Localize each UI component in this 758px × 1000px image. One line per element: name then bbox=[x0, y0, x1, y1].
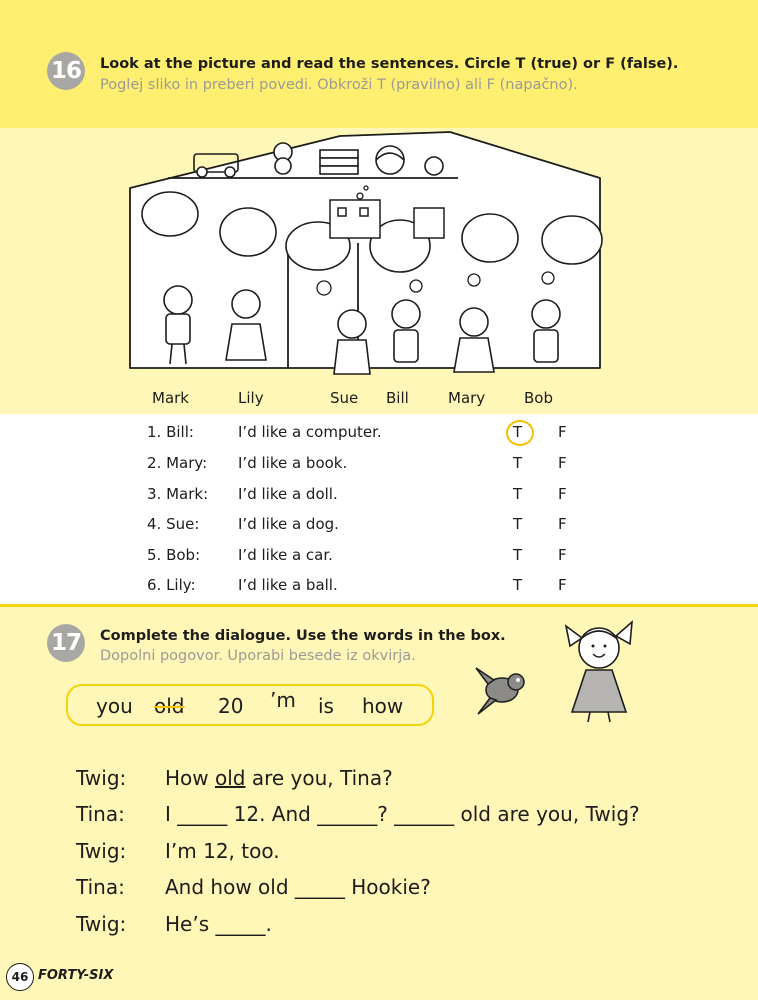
dialogue-text: I’m 12, too. bbox=[165, 839, 280, 863]
true-option[interactable]: T bbox=[513, 576, 523, 594]
child-lily-figure bbox=[226, 290, 266, 360]
child-name-lily: Lily bbox=[238, 389, 264, 407]
sentence-text: I’d like a computer. bbox=[238, 423, 382, 441]
exercise-17-number-badge: 17 bbox=[47, 624, 85, 662]
dialogue-text-pre: How bbox=[165, 766, 215, 790]
child-name-mary: Mary bbox=[448, 389, 486, 407]
true-option[interactable]: T bbox=[513, 515, 523, 533]
dialogue-text[interactable]: I _____ 12. And ______? ______ old are you, Twig? bbox=[165, 802, 640, 826]
child-name-bob: Bob bbox=[524, 389, 553, 407]
speaker-label: Tina: bbox=[76, 875, 125, 899]
speaker-label: Twig: bbox=[76, 912, 127, 936]
page-number-badge: 46 bbox=[6, 963, 34, 991]
child-name-bill: Bill bbox=[386, 389, 409, 407]
sentence-row bbox=[0, 515, 758, 541]
speaker-label: Twig: bbox=[76, 839, 127, 863]
speaker-label: Twig: bbox=[76, 766, 127, 790]
word-box bbox=[66, 684, 434, 726]
thought-cloud-doll bbox=[462, 214, 518, 262]
false-option[interactable]: F bbox=[558, 423, 567, 441]
true-option[interactable]: T bbox=[513, 485, 523, 503]
word-old: old bbox=[154, 694, 185, 718]
page-number-word: FORTY-SIX bbox=[38, 968, 114, 983]
children-wishes-illustration bbox=[128, 128, 608, 390]
false-option[interactable]: F bbox=[558, 485, 567, 503]
true-option[interactable]: T bbox=[513, 546, 523, 564]
word-is: is bbox=[318, 694, 334, 718]
word-20: 20 bbox=[218, 694, 244, 718]
sentence-label: 1. Bill: bbox=[147, 423, 194, 441]
sentence-label: 4. Sue: bbox=[147, 515, 200, 533]
word-you: you bbox=[96, 694, 133, 718]
sentence-text: I’d like a car. bbox=[238, 546, 333, 564]
sentence-row bbox=[0, 485, 758, 511]
child-name-sue: Sue bbox=[330, 389, 359, 407]
sentence-row bbox=[0, 576, 758, 602]
dialogue-text-post: are you, Tina? bbox=[245, 766, 393, 790]
speaker-label: Tina: bbox=[76, 802, 125, 826]
exercise-16-instruction-en: Look at the picture and read the sentences. Circle T (true) or F (false). bbox=[100, 56, 679, 72]
child-mary-figure bbox=[454, 308, 494, 372]
child-name-mark: Mark bbox=[152, 389, 189, 407]
sentence-text: I’d like a ball. bbox=[238, 576, 338, 594]
thought-cloud-car bbox=[542, 216, 602, 264]
exercise-17-instruction-en: Complete the dialogue. Use the words in the box. bbox=[100, 628, 506, 644]
example-answer: old bbox=[215, 766, 246, 790]
child-bob-figure bbox=[532, 300, 560, 362]
false-option[interactable]: F bbox=[558, 576, 567, 594]
true-option[interactable]: T bbox=[513, 454, 523, 472]
books-icon bbox=[320, 150, 358, 174]
sentence-text: I’d like a book. bbox=[238, 454, 348, 472]
sentence-label: 2. Mary: bbox=[147, 454, 208, 472]
true-option[interactable]: T bbox=[513, 423, 523, 441]
word-how: how bbox=[362, 694, 404, 718]
false-option[interactable]: F bbox=[558, 454, 567, 472]
sentence-label: 5. Bob: bbox=[147, 546, 201, 564]
dialogue-text[interactable]: He’s _____. bbox=[165, 912, 272, 936]
false-option[interactable]: F bbox=[558, 515, 567, 533]
sentence-label: 3. Mark: bbox=[147, 485, 209, 503]
dialogue-text[interactable]: And how old _____ Hookie? bbox=[165, 875, 431, 899]
exercise-16-number-badge: 16 bbox=[47, 52, 85, 90]
sentence-text: I’d like a doll. bbox=[238, 485, 338, 503]
false-option[interactable]: F bbox=[558, 546, 567, 564]
exercise-16-instruction-sl: Poglej sliko in preberi povedi. Obkroži T (pravilno) ali F (napačno). bbox=[100, 77, 578, 93]
true-false-sentence-list bbox=[0, 414, 758, 604]
teddy-bear-icon bbox=[274, 143, 292, 174]
sentence-row bbox=[0, 454, 758, 480]
sentence-row bbox=[0, 423, 758, 449]
bird-hookie-illustration bbox=[466, 654, 536, 724]
girl-tina-illustration bbox=[556, 614, 642, 724]
sentence-label: 6. Lily: bbox=[147, 576, 196, 594]
child-bill-figure bbox=[392, 300, 420, 362]
thought-cloud-dog bbox=[142, 192, 198, 236]
child-sue-figure bbox=[334, 310, 370, 374]
sentence-row bbox=[0, 546, 758, 572]
section-divider bbox=[0, 604, 758, 607]
dialogue-text bbox=[165, 766, 393, 790]
exercise-17-instruction-sl: Dopolni pogovor. Uporabi besede iz okvirja. bbox=[100, 648, 416, 664]
thought-cloud-ball bbox=[220, 208, 276, 256]
sentence-text: I’d like a dog. bbox=[238, 515, 339, 533]
word-m: ’m bbox=[270, 688, 296, 712]
